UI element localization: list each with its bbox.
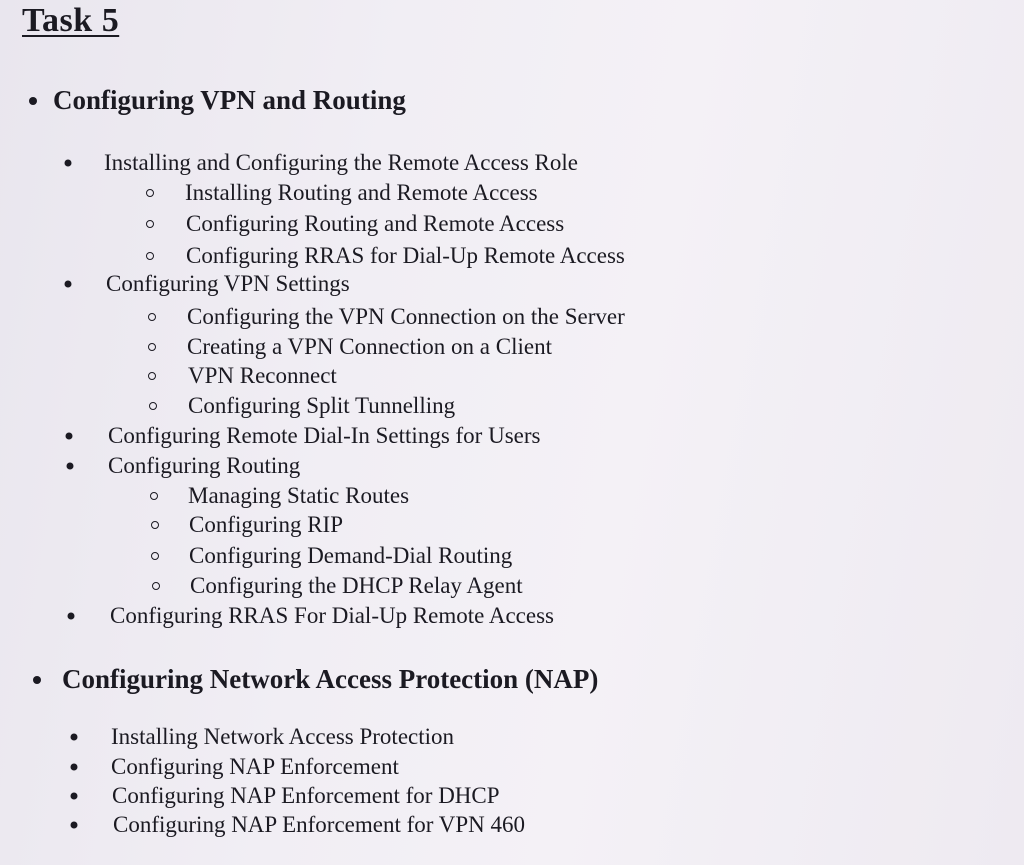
list-item-text: Configuring NAP Enforcement bbox=[111, 754, 399, 780]
sub-list-item bbox=[0, 572, 1000, 600]
hollow-bullet-icon bbox=[146, 189, 154, 197]
sub-list-item-text: Configuring Demand-Dial Routing bbox=[189, 543, 513, 569]
sub-list-item bbox=[0, 362, 1000, 390]
bullet-icon bbox=[68, 613, 75, 620]
sub-list-item-text: VPN Reconnect bbox=[188, 363, 337, 389]
hollow-bullet-icon bbox=[151, 521, 159, 529]
list-item bbox=[0, 422, 1000, 450]
section-heading bbox=[0, 663, 1000, 694]
sub-list-item bbox=[0, 303, 1000, 331]
list-item-text: Configuring NAP Enforcement for VPN 460 bbox=[113, 812, 526, 838]
sub-list-item bbox=[0, 242, 1000, 270]
hollow-bullet-icon bbox=[148, 313, 156, 321]
hollow-bullet-icon bbox=[148, 343, 156, 351]
bullet-icon bbox=[71, 793, 78, 800]
sub-list-item-text: Configuring RRAS for Dial-Up Remote Access bbox=[186, 243, 625, 269]
hollow-bullet-icon bbox=[146, 220, 154, 228]
hollow-bullet-icon bbox=[146, 252, 154, 260]
hollow-bullet-icon bbox=[150, 492, 158, 500]
list-item bbox=[0, 149, 1000, 177]
sub-list-item bbox=[0, 210, 1000, 238]
bullet-icon bbox=[71, 734, 78, 741]
bullet-icon bbox=[65, 160, 72, 167]
list-item bbox=[0, 811, 1000, 839]
list-item-text: Configuring VPN Settings bbox=[106, 271, 350, 297]
bullet-icon bbox=[67, 463, 74, 470]
bullet-icon bbox=[71, 764, 78, 771]
sub-list-item-text: Installing Routing and Remote Access bbox=[185, 180, 538, 206]
sub-list-item-text: Configuring RIP bbox=[189, 512, 343, 538]
list-item-text: Configuring NAP Enforcement for DHCP bbox=[112, 783, 500, 809]
sub-list-item-text: Configuring Routing and Remote Access bbox=[186, 211, 565, 237]
page-title: Task 5 bbox=[22, 2, 120, 39]
list-item-text: Configuring Remote Dial-In Settings for Users bbox=[108, 423, 541, 449]
hollow-bullet-icon bbox=[151, 552, 159, 560]
bullet-icon bbox=[65, 281, 72, 288]
list-item bbox=[0, 452, 1000, 480]
bullet-icon bbox=[29, 97, 37, 105]
sub-list-item bbox=[0, 392, 1000, 420]
sub-list-item bbox=[0, 542, 1000, 570]
sub-list-item-text: Configuring the VPN Connection on the Server bbox=[187, 304, 625, 330]
sub-list-item-text: Configuring Split Tunnelling bbox=[188, 393, 456, 419]
list-item bbox=[0, 723, 1000, 751]
list-item-text: Installing Network Access Protection bbox=[111, 724, 455, 750]
list-item bbox=[0, 270, 1000, 298]
sub-list-item bbox=[0, 179, 1000, 207]
bullet-icon bbox=[66, 433, 73, 440]
list-item bbox=[0, 782, 1000, 810]
hollow-bullet-icon bbox=[148, 372, 156, 380]
hollow-bullet-icon bbox=[152, 582, 160, 590]
sub-list-item bbox=[0, 482, 1000, 510]
hollow-bullet-icon bbox=[149, 402, 157, 410]
list-item-text: Installing and Configuring the Remote Access Role bbox=[104, 150, 578, 176]
section-heading-text: Configuring VPN and Routing bbox=[53, 84, 406, 115]
sub-list-item-text: Configuring the DHCP Relay Agent bbox=[190, 573, 523, 599]
sub-list-item-text: Managing Static Routes bbox=[188, 483, 410, 509]
section-heading bbox=[0, 84, 1000, 115]
list-item bbox=[0, 753, 1000, 781]
sub-list-item bbox=[0, 511, 1000, 539]
bullet-icon bbox=[71, 822, 78, 829]
list-item-text: Configuring Routing bbox=[108, 453, 301, 479]
sub-list-item-text: Creating a VPN Connection on a Client bbox=[187, 334, 552, 360]
list-item-text: Configuring RRAS For Dial-Up Remote Access bbox=[110, 603, 554, 629]
list-item bbox=[0, 602, 1000, 630]
section-heading-text: Configuring Network Access Protection (NAP) bbox=[62, 663, 599, 694]
bullet-icon bbox=[33, 676, 41, 684]
sub-list-item bbox=[0, 333, 1000, 361]
